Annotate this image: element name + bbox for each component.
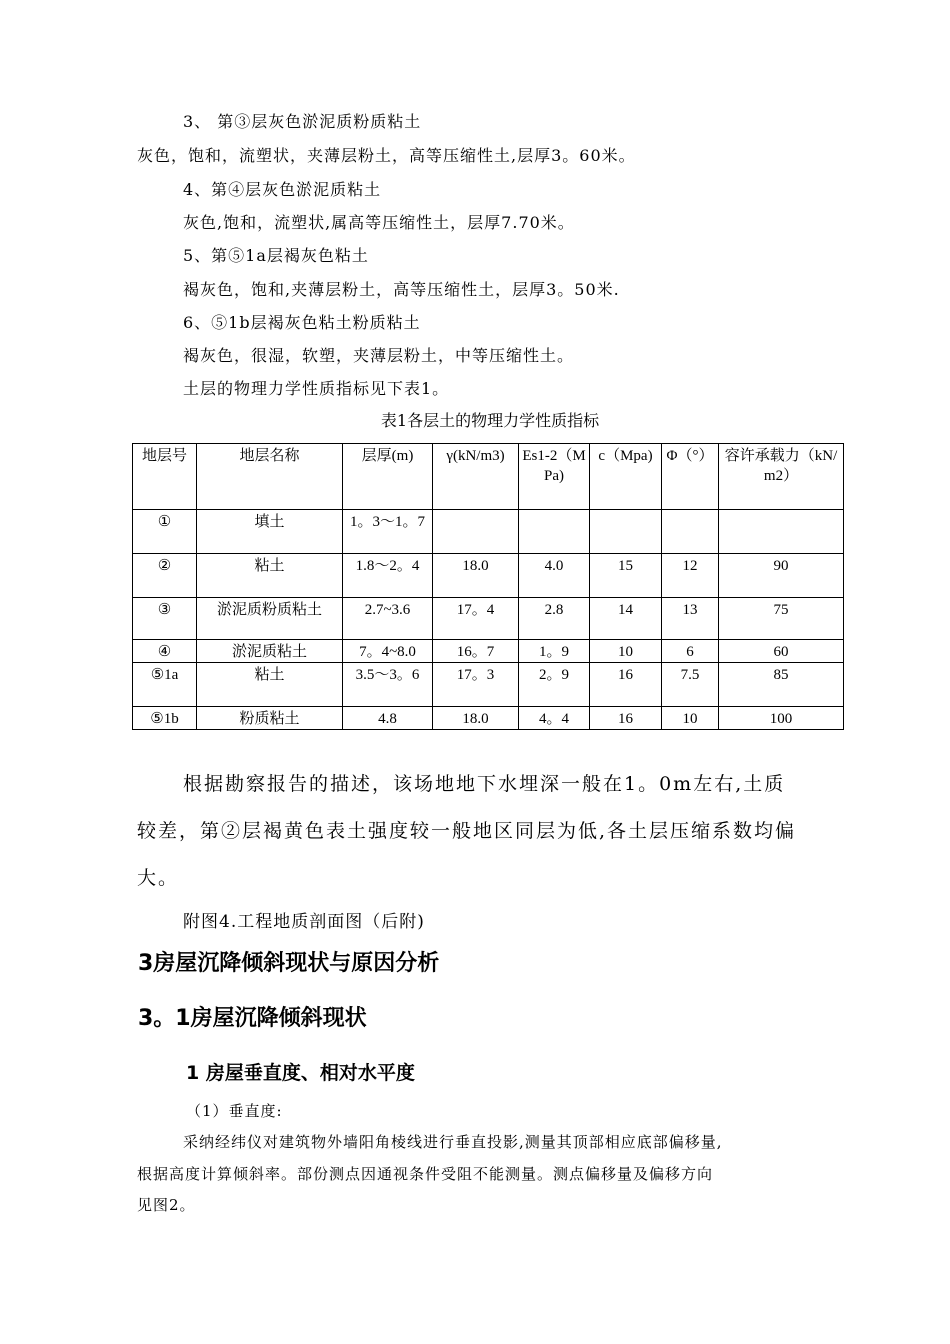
table-cell: 18.0 (433, 707, 519, 730)
table-cell: 17。3 (433, 663, 519, 707)
table-cell: 1.8～2。4 (343, 554, 433, 598)
header-cell: Es1-2（MPa) (519, 444, 590, 510)
table-cell: 2.8 (519, 598, 590, 640)
table-header-row (133, 444, 844, 510)
table-cell: 4.0 (519, 554, 590, 598)
table-cell: 1。3～1。7 (343, 510, 433, 554)
method-text-1: 采纳经纬仪对建筑物外墙阳角棱线进行垂直投影,测量其顶部相应底部偏移量, (183, 1133, 723, 1151)
table-cell: 18.0 (433, 554, 519, 598)
table-cell: 90 (719, 554, 844, 598)
method-text-3: 见图2。 (137, 1196, 196, 1214)
item-heading: 1 房屋垂直度、相对水平度 (186, 1062, 415, 1084)
table-cell (662, 510, 719, 554)
table-reference: 土层的物理力学性质指标见下表1。 (183, 379, 450, 398)
table-cell (433, 510, 519, 554)
layer3-title: 3、 第③层灰色淤泥质粉质粘土 (183, 112, 422, 131)
table-cell: 6 (662, 640, 719, 663)
table-cell: ① (133, 510, 197, 554)
table-cell: 淤泥质粘土 (197, 640, 343, 663)
table-row (133, 640, 844, 663)
table-cell: 粘土 (197, 554, 343, 598)
table-cell: 13 (662, 598, 719, 640)
table-cell: 粘土 (197, 663, 343, 707)
table-cell (590, 510, 662, 554)
table-cell: 100 (719, 707, 844, 730)
section-heading: 3房屋沉降倾斜现状与原因分析 (138, 951, 440, 976)
table-cell: 17。4 (433, 598, 519, 640)
table-cell: 12 (662, 554, 719, 598)
table-cell: ② (133, 554, 197, 598)
table-cell: 1。9 (519, 640, 590, 663)
table-caption: 表1各层土的物理力学性质指标 (380, 411, 600, 430)
layer4-desc: 灰色,饱和，流塑状,属高等压缩性土，层厚7.70米。 (183, 213, 575, 232)
table-cell: 16。7 (433, 640, 519, 663)
layer4-title: 4、第④层灰色淤泥质粘土 (183, 180, 382, 199)
header-cell: 地层号 (133, 444, 197, 510)
table-row (133, 663, 844, 707)
table-cell: ⑤1b (133, 707, 197, 730)
table-cell: 3.5～3。6 (343, 663, 433, 707)
verticality-label: （1）垂直度: (186, 1102, 283, 1120)
header-cell: 层厚(m) (343, 444, 433, 510)
appendix-figure-note: 附图4.工程地质剖面图（后附) (183, 912, 425, 932)
table-cell (519, 510, 590, 554)
method-text-2: 根据高度计算倾斜率。部份测点因通视条件受阻不能测量。测点偏移量及偏移方向 (137, 1165, 714, 1183)
table-cell: 16 (590, 663, 662, 707)
groundwater-paragraph-1: 根据勘察报告的描述，该场地地下水埋深一般在1。0m左右,土质 (183, 773, 786, 795)
layer5b-desc: 褐灰色，很湿，软塑，夹薄层粉土，中等压缩性土。 (183, 346, 575, 365)
table-cell: 7。4~8.0 (343, 640, 433, 663)
header-cell: 容许承载力（kN/m2） (719, 444, 844, 510)
table-cell: ③ (133, 598, 197, 640)
table-cell: 4。4 (519, 707, 590, 730)
table-cell: ④ (133, 640, 197, 663)
layer5a-title: 5、第⑤1a层褐灰色粘土 (183, 246, 369, 265)
table-cell: 2。9 (519, 663, 590, 707)
table-cell: 10 (662, 707, 719, 730)
layer3-desc: 灰色，饱和，流塑状，夹薄层粉土，高等压缩性土,层厚3。60米。 (137, 146, 636, 165)
layer5a-desc: 褐灰色，饱和,夹薄层粉土，高等压缩性土，层厚3。50米. (183, 280, 620, 299)
table-cell: 14 (590, 598, 662, 640)
groundwater-paragraph-2: 较差，第②层褐黄色表土强度较一般地区同层为低,各土层压缩系数均偏 (137, 820, 797, 842)
table-cell: 填土 (197, 510, 343, 554)
header-cell: 地层名称 (197, 444, 343, 510)
table-row (133, 707, 844, 730)
soil-properties-table (132, 443, 844, 730)
table-cell: 10 (590, 640, 662, 663)
table-row (133, 510, 844, 554)
table-cell: 淤泥质粉质粘土 (197, 598, 343, 640)
table-cell: 60 (719, 640, 844, 663)
table-cell: 粉质粘土 (197, 707, 343, 730)
table-cell: 7.5 (662, 663, 719, 707)
table-cell: 15 (590, 554, 662, 598)
table-cell: 2.7~3.6 (343, 598, 433, 640)
table-cell: ⑤1a (133, 663, 197, 707)
header-cell: c（Mpa) (590, 444, 662, 510)
subsection-heading: 3。1房屋沉降倾斜现状 (138, 1006, 367, 1031)
table-cell: 4.8 (343, 707, 433, 730)
layer5b-title: 6、⑤1b层褐灰色粘土粉质粘土 (183, 313, 421, 332)
header-cell: γ(kN/m3) (433, 444, 519, 510)
header-cell: Φ（°） (662, 444, 719, 510)
table-cell: 85 (719, 663, 844, 707)
table-cell (719, 510, 844, 554)
table-cell: 75 (719, 598, 844, 640)
table-row (133, 598, 844, 640)
groundwater-paragraph-3: 大。 (137, 867, 180, 889)
table-cell: 16 (590, 707, 662, 730)
table-row (133, 554, 844, 598)
